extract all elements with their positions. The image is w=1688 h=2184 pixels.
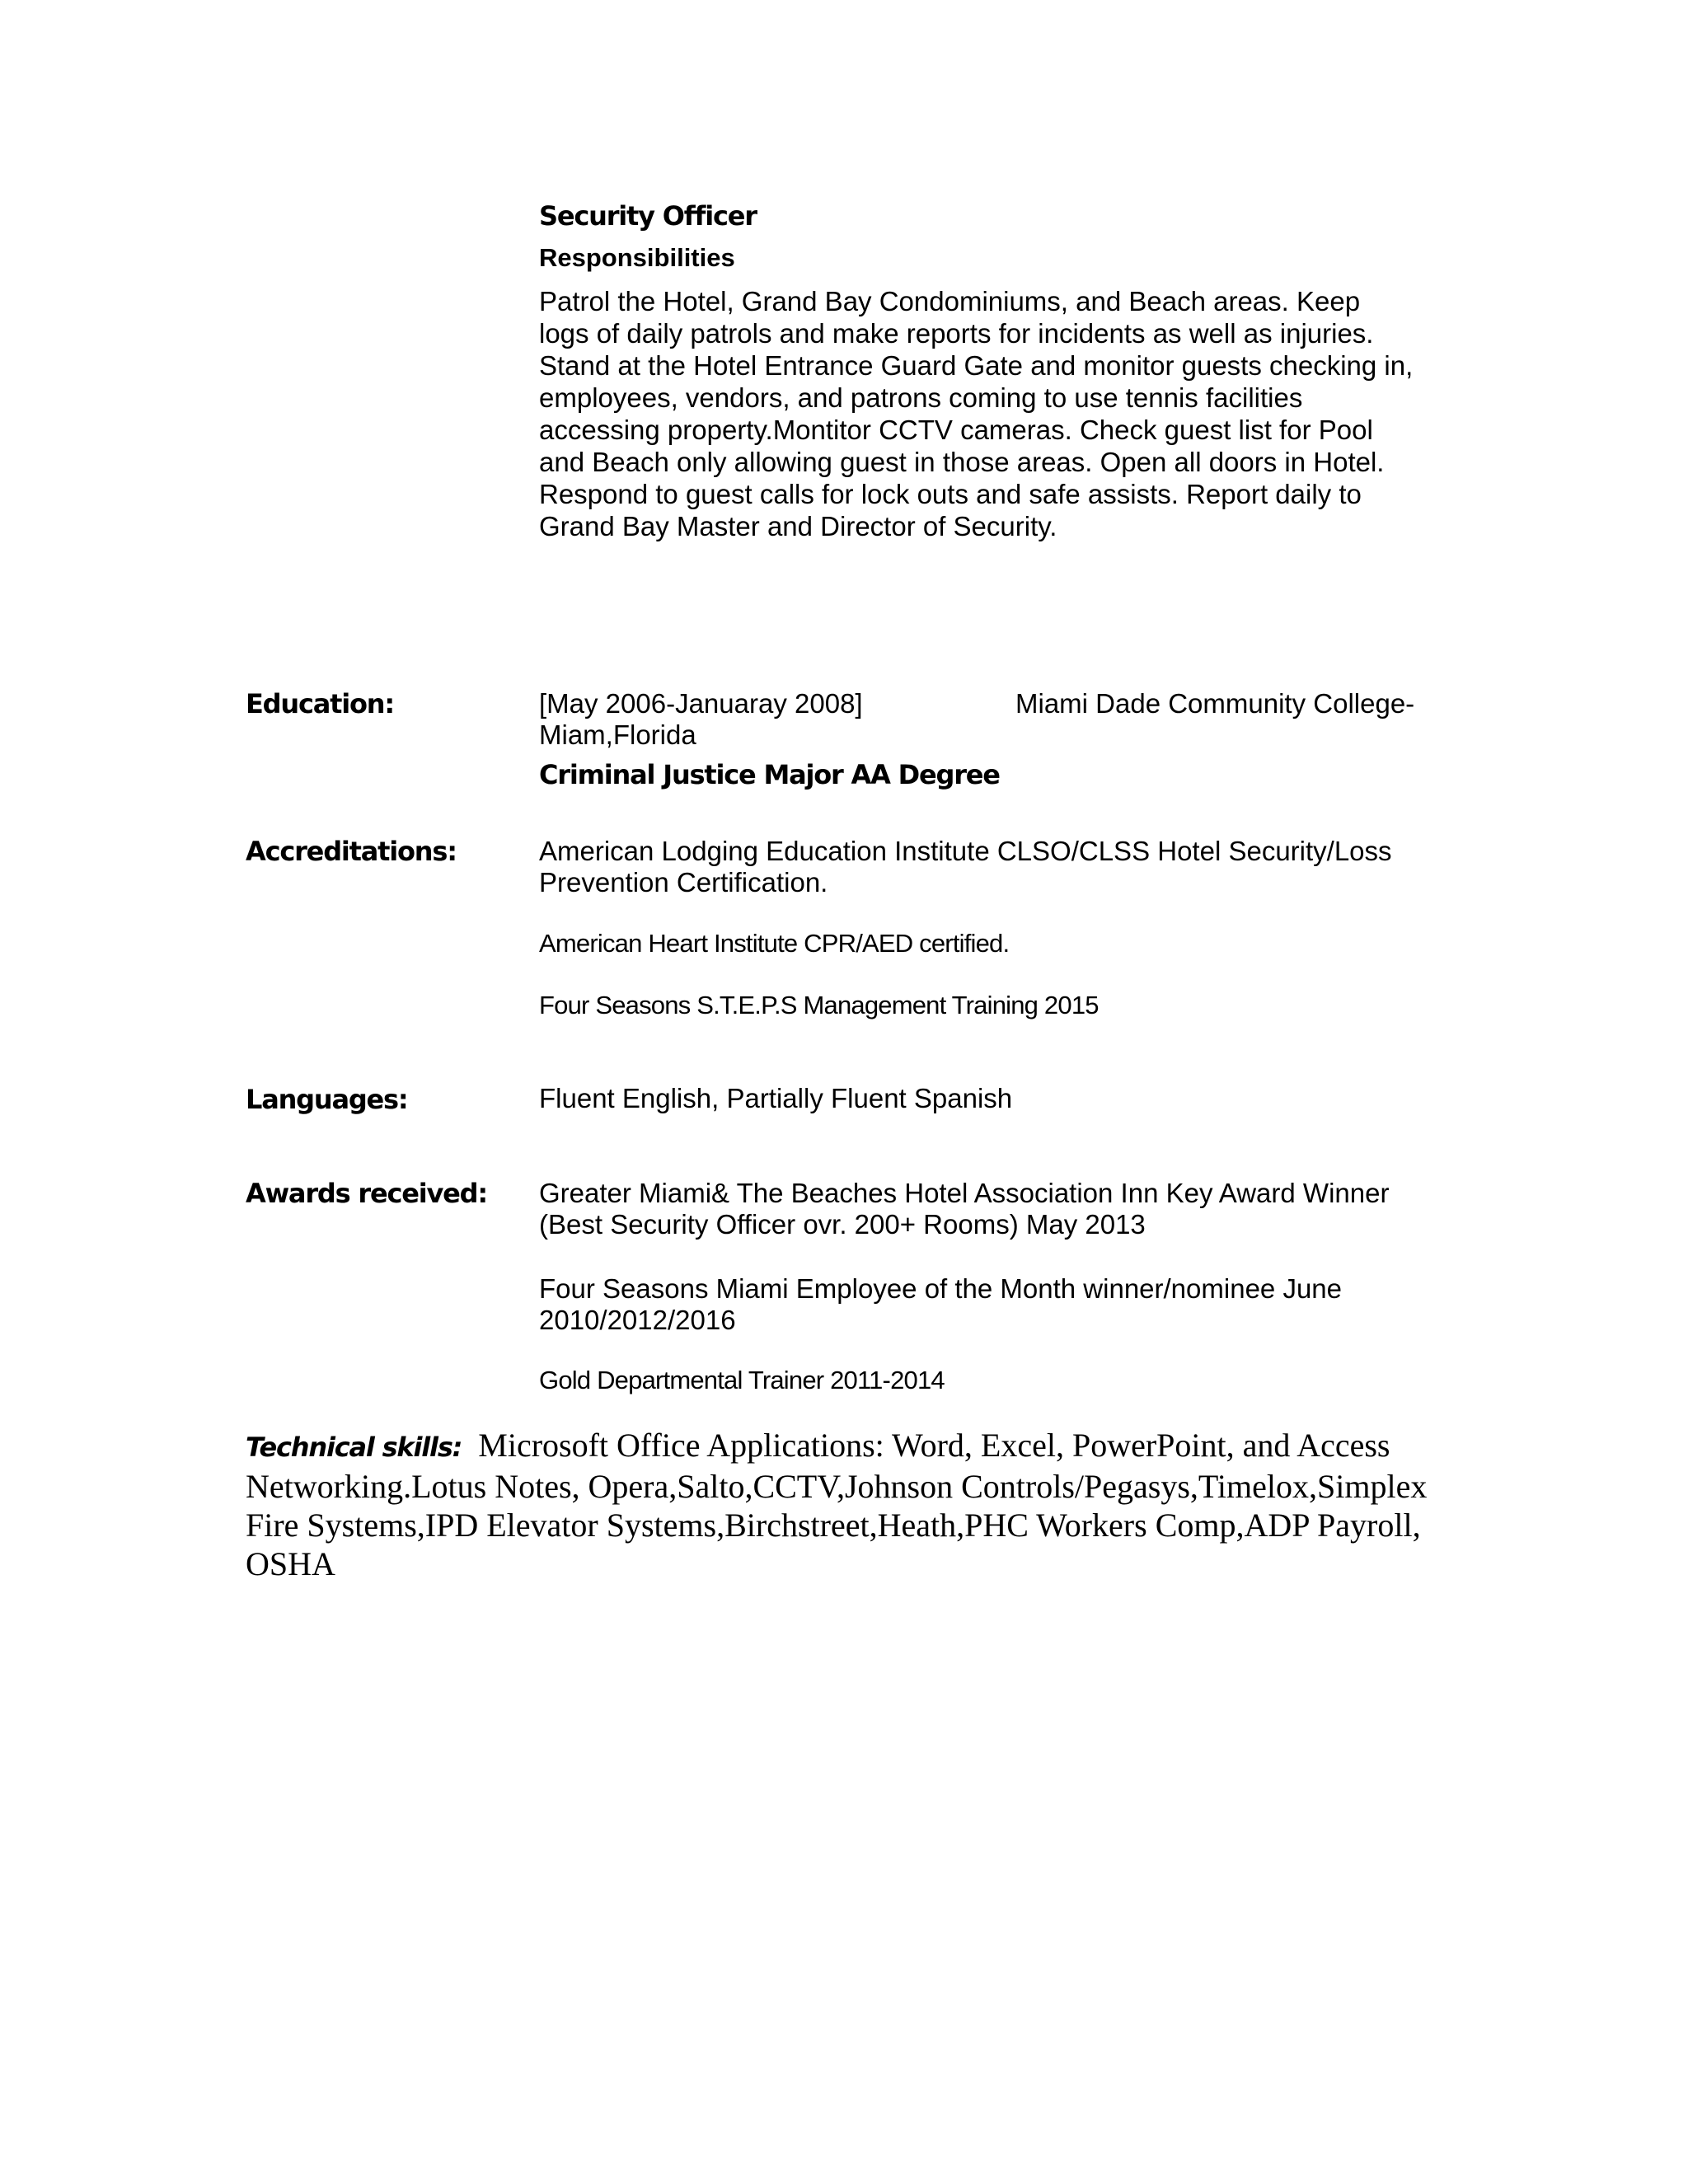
education-label: Education: [246, 688, 394, 719]
responsibilities-line: accessing property.Montitor CCTV cameras. Check guest list for Pool [539, 415, 1373, 445]
accreditation-item: American Lodging Education Institute CLSO/CLSS Hotel Security/Loss [539, 836, 1392, 866]
responsibilities-line: Respond to guest calls for lock outs and safe assists. Report daily to [539, 479, 1362, 509]
technical-skills-text: Microsoft Office Applications: Word, Excel, PowerPoint, and Access [478, 1427, 1390, 1464]
technical-skills-line: Fire Systems,IPD Elevator Systems,Birchstreet,Heath,PHC Workers Comp,ADP Payroll, [246, 1507, 1421, 1544]
technical-skills-line: Networking.Lotus Notes, Opera,Salto,CCTV,Johnson Controls/Pegasys,Timelox,Simplex [246, 1468, 1428, 1505]
award-item: Greater Miami& The Beaches Hotel Association Inn Key Award Winner [539, 1178, 1390, 1208]
responsibilities-line: logs of daily patrols and make reports for incidents as well as injuries. [539, 318, 1374, 349]
education-degree: Criminal Justice Major AA Degree [539, 759, 1000, 790]
accreditation-item-continued: Prevention Certification. [539, 867, 828, 898]
awards-label: Awards received: [246, 1178, 487, 1209]
responsibilities-heading: Responsibilities [539, 243, 735, 272]
technical-skills-label: Technical skills: [246, 1432, 462, 1463]
award-item: Gold Departmental Trainer 2011-2014 [539, 1366, 945, 1394]
award-item-continued: (Best Security Officer ovr. 200+ Rooms) May 2013 [539, 1209, 1146, 1240]
accreditations-label: Accreditations: [246, 836, 457, 867]
responsibilities-line: Patrol the Hotel, Grand Bay Condominiums, and Beach areas. Keep [539, 286, 1361, 316]
accreditation-item: Four Seasons S.T.E.P.S Management Training 2015 [539, 991, 1099, 1019]
accreditation-item: American Heart Institute CPR/AED certified. [539, 929, 1010, 958]
technical-skills-line: OSHA [246, 1545, 335, 1582]
job-title: Security Officer [539, 200, 757, 232]
responsibilities-line: Stand at the Hotel Entrance Guard Gate and monitor guests checking in, [539, 350, 1414, 381]
education-dates: [May 2006-Januaray 2008] [539, 688, 863, 719]
technical-skills-line [246, 1426, 1441, 1467]
technical-skills-section [246, 1426, 1441, 1583]
responsibilities-line: Grand Bay Master and Director of Security. [539, 511, 1057, 541]
responsibilities-text [539, 285, 1479, 542]
education-school: Miami Dade Community College- [1015, 688, 1415, 719]
award-item: Four Seasons Miami Employee of the Month winner/nominee June [539, 1273, 1342, 1304]
languages-label: Languages: [246, 1084, 408, 1115]
responsibilities-line: and Beach only allowing guest in those areas. Open all doors in Hotel. [539, 447, 1385, 477]
award-item-continued: 2010/2012/2016 [539, 1305, 736, 1335]
education-school-location: Miam,Florida [539, 719, 696, 750]
responsibilities-line: employees, vendors, and patrons coming to use tennis facilities [539, 382, 1303, 413]
languages-value: Fluent English, Partially Fluent Spanish [539, 1083, 1013, 1113]
